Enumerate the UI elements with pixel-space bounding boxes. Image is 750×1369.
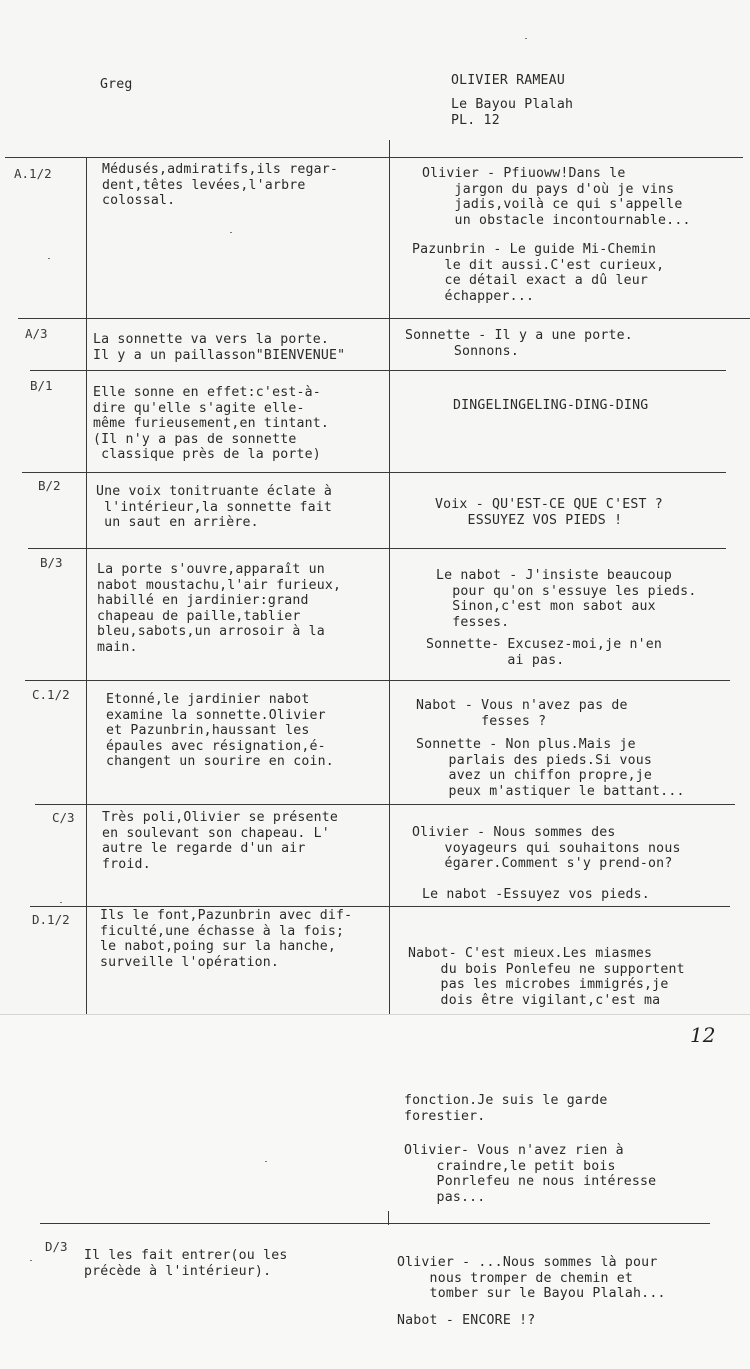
dialogue-line: Olivier - ...Nous sommes là pour nous tromper de chemin et tomber sur le Bayou Plalah... bbox=[397, 1255, 666, 1301]
dialogue-line: Le nabot -Essuyez vos pieds. bbox=[422, 887, 650, 902]
panel-description: Il les fait entrer(ou les précède à l'intérieur). bbox=[84, 1248, 288, 1279]
dialogue-line: Sonnette - Non plus.Mais je parlais des pieds.Si vous avez un chiffon propre,je peux m'astiquer le battant... bbox=[416, 737, 685, 799]
panel-label: B/2 bbox=[38, 478, 61, 493]
panel-description: Une voix tonitruante éclate à l'intérieur,la sonnette fait un saut en arrière. bbox=[96, 484, 333, 530]
paper-speck bbox=[48, 258, 50, 259]
dialogue-line: Olivier - Nous sommes des voyageurs qui souhaitons nous égarer.Comment s'y prend-on? bbox=[412, 825, 681, 871]
paper-speck bbox=[230, 232, 232, 233]
panel-description: La porte s'ouvre,apparaît un nabot moustachu,l'air furieux, habillé en jardinier:grand chapeau de paille,tablier bleu,sabots,un arrosoir à la main. bbox=[97, 562, 342, 655]
row-separator bbox=[35, 804, 735, 805]
row-separator bbox=[30, 370, 726, 371]
panel-description: Ils le font,Pazunbrin avec dif- ficulté,une échasse à la fois; le nabot,poing sur la hanche, surveille l'opération. bbox=[100, 908, 353, 970]
row-separator bbox=[5, 157, 743, 158]
dialogue-line: Le nabot - J'insiste beaucoup pour qu'on s'essuye les pieds. Sinon,c'est mon sabot aux fesses. bbox=[436, 568, 697, 630]
panel-label: A/3 bbox=[25, 326, 48, 341]
panel-label: D.1/2 bbox=[32, 912, 70, 927]
row-separator bbox=[25, 680, 730, 681]
paper-speck bbox=[265, 1161, 267, 1162]
column-divider bbox=[388, 1211, 389, 1225]
album-title: Le Bayou Plalah bbox=[451, 97, 574, 112]
row-separator bbox=[30, 906, 730, 907]
dialogue-continuation: fonction.Je suis le garde forestier. bbox=[404, 1093, 608, 1124]
dialogue-line: Olivier - Pfiuoww!Dans le jargon du pays d'où je vins jadis,voilà ce qui s'appelle un obstacle incontournable... bbox=[422, 166, 691, 228]
panel-label: D/3 bbox=[45, 1239, 68, 1254]
paper-speck bbox=[525, 38, 527, 39]
panel-description: Très poli,Olivier se présente en soulevant son chapeau. L' autre le regarde d'un air froid. bbox=[102, 810, 339, 872]
panel-description: Elle sonne en effet:c'est-à- dire qu'elle s'agite elle- même furieusement,en tintant. (Il n'y a pas de sonnette classique près de la porte) bbox=[93, 385, 330, 462]
dialogue-line: Nabot - ENCORE !? bbox=[397, 1313, 536, 1328]
dialogue-line: Nabot- C'est mieux.Les miasmes du bois Ponlefeu ne supportent pas les microbes immigrés,je dois être vigilant,c'est ma bbox=[408, 946, 685, 1008]
panel-description: Médusés,admiratifs,ils regar- dent,têtes levées,l'arbre colossal. bbox=[102, 162, 339, 208]
dialogue-continuation: Olivier- Vous n'avez rien à craindre,le petit bois Ponrlefeu ne nous intéresse pas... bbox=[404, 1143, 657, 1205]
row-separator bbox=[22, 472, 726, 473]
panel-description: Etonné,le jardinier nabot examine la sonnette.Olivier et Pazunbrin,haussant les épaules avec résignation,é- changent un sourire en coin. bbox=[106, 692, 334, 769]
dialogue-line: Sonnette - Il y a une porte. Sonnons. bbox=[405, 328, 633, 359]
plate-number: PL. 12 bbox=[451, 113, 500, 128]
dialogue-line: Pazunbrin - Le guide Mi-Chemin le dit aussi.C'est curieux, ce détail exact a dû leur échapper... bbox=[412, 242, 665, 304]
paper-speck bbox=[60, 902, 62, 903]
author-name: Greg bbox=[100, 77, 133, 92]
dialogue-line: Sonnette- Excusez-moi,je n'en ai pas. bbox=[426, 637, 663, 668]
page-number: 12 bbox=[690, 1023, 716, 1047]
left-margin-rule bbox=[86, 158, 87, 1014]
row-separator bbox=[28, 548, 726, 549]
panel-label: B/3 bbox=[40, 555, 63, 570]
dialogue-line: Nabot - Vous n'avez pas de fesses ? bbox=[416, 698, 628, 729]
artist-name: OLIVIER RAMEAU bbox=[451, 73, 565, 88]
panel-label: B/1 bbox=[30, 378, 53, 393]
panel-label: C.1/2 bbox=[32, 687, 70, 702]
row-separator bbox=[18, 318, 750, 319]
script-page-2 bbox=[0, 1014, 750, 1369]
panel-label: A.1/2 bbox=[14, 166, 52, 181]
panel-label: C/3 bbox=[52, 810, 75, 825]
row-separator bbox=[40, 1223, 710, 1224]
paper-speck bbox=[30, 1260, 32, 1261]
panel-description: La sonnette va vers la porte. Il y a un paillasson"BIENVENUE" bbox=[93, 332, 346, 363]
dialogue-line: DINGELINGELING-DING-DING bbox=[453, 398, 649, 413]
column-divider bbox=[389, 140, 390, 1014]
dialogue-line: Voix - QU'EST-CE QUE C'EST ? ESSUYEZ VOS PIEDS ! bbox=[435, 497, 663, 528]
